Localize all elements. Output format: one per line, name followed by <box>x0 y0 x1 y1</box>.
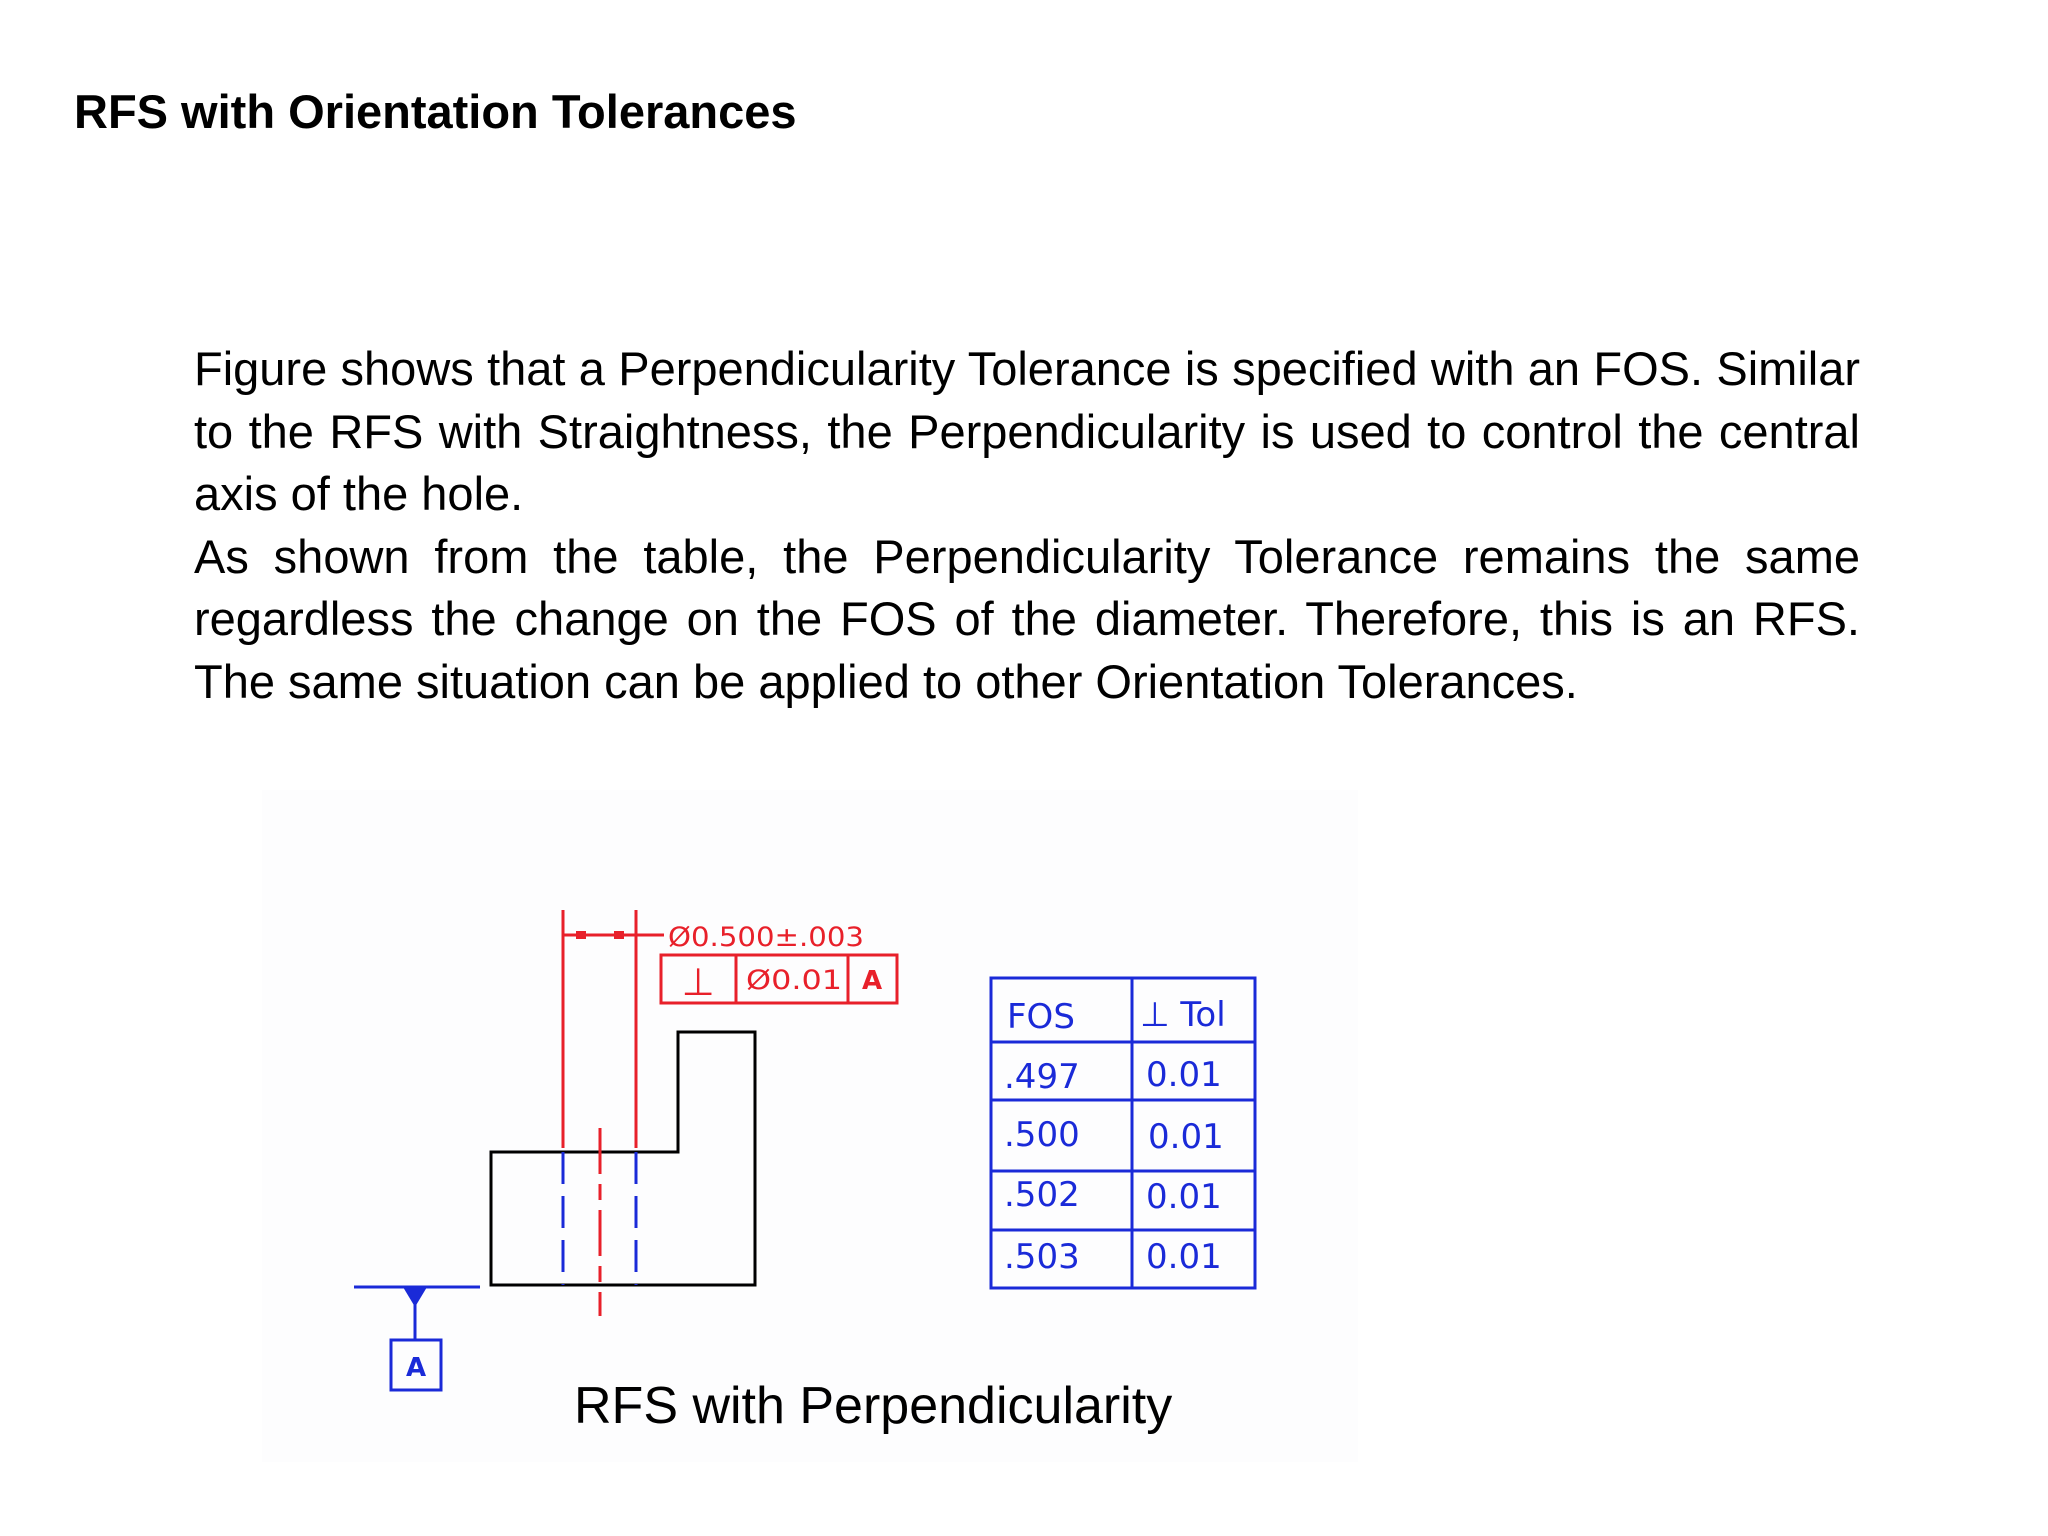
slide-title: RFS with Orientation Tolerances <box>74 85 797 138</box>
dimension-arrow-left <box>576 931 586 939</box>
paragraph-1: Figure shows that a Perpendicularity Tolerance is specified with an FOS. Similar to the RFS with Straightness, the Perpendicularity is used to control the central axis of the hole. <box>194 342 1860 520</box>
table-cell: .503 <box>1004 1237 1080 1277</box>
part-outline <box>491 1032 755 1285</box>
fos-table <box>991 978 1255 1288</box>
table-header-tol: ⊥ Tol <box>1140 995 1226 1035</box>
perpendicularity-symbol: ⊥ <box>681 960 715 1004</box>
dimension-arrow-right <box>614 931 624 939</box>
paragraph-2: As shown from the table, the Perpendicularity Tolerance remains the same regardless the change on the FOS of the diameter. Therefore, this is an RFS. The same situation can be applied to other Orientation Tolerances. <box>194 529 1860 708</box>
datum-label: A <box>405 1353 427 1383</box>
table-cell: .502 <box>1004 1175 1080 1215</box>
table-header-fos: FOS <box>1007 997 1075 1037</box>
table-cell: .500 <box>1004 1115 1080 1155</box>
table-cell: 0.01 <box>1148 1117 1224 1157</box>
fcf-tolerance: Ø0.01 <box>746 965 842 996</box>
table-cell: 0.01 <box>1146 1177 1222 1217</box>
size-dimension: Ø0.500±.003 <box>668 922 864 953</box>
figure-caption: RFS with Perpendicularity <box>574 1377 1173 1435</box>
table-cell: 0.01 <box>1146 1237 1222 1277</box>
fcf-datum: A <box>861 966 883 996</box>
table-cell: .497 <box>1004 1057 1080 1097</box>
table-cell: 0.01 <box>1146 1055 1222 1095</box>
